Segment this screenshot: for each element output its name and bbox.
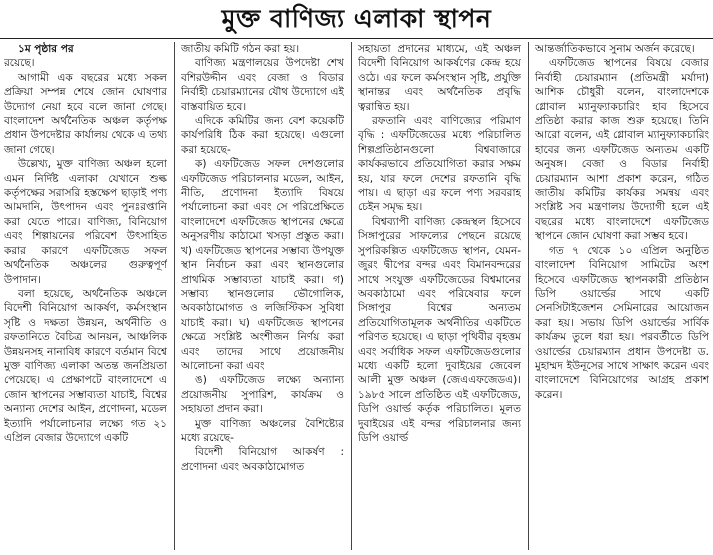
article-paragraph: বলা হয়েছে, অর্থনৈতিক অঞ্চলে বিদেশী বিনিয়োগ আকর্ষণ, কর্মসংস্থান সৃষ্টি ও দক্ষতা উন্নয়ন, অর্থনীতি ও রফতানিতে বৈচিত্র আনয়ন, আঞ্চলিক উন্নয়নসহ নানাবিধ কারণে বর্তমান বিশ্বে মুক্ত বাণিজ্য এলাকা অতন্ত জনপ্রিয়তা পেয়েছে। এ প্রেক্ষাপটে বাংলাদেশে এ জোন স্থাপনের সম্ভাব্যতা যাচাই, বিশ্বের অন্যান্য দেশের আইন, প্রণোদনা, মডেল ইত্যাদি পর্যালোচনার লক্ষ্যে গত ২১ এপ্রিল বেজার উদ্যোগে একটি [4,287,167,444]
article-paragraph: রফতানি এবং বাণিজ্যের পরিমাণ বৃদ্ধি : এফটিজেডের মধ্যে পরিচালিত শিল্পপ্রতিষ্ঠানগুলো বিশ্ববাজারে কার্যকরভাবে প্রতিযোগিতা করার সক্ষম হয়, যার ফলে দেশের রফতানি বৃদ্ধি পায়। এ ছাড়া এর ফলে পণ্য সরবরাহ চেইন সমৃদ্ধ হয়। [358,115,521,214]
column-divider [174,42,175,550]
article-paragraph: বিশ্বব্যাপী বাণিজ্য কেন্দ্রস্থল হিসেবে সিঙ্গাপুরের সাফল্যের পেছনে রয়েছে সুপরিকল্পিত এফটিজেড স্থাপন, যেমন- জুরং দ্বীপের বন্দর এবং বিমানবন্দরের সাথে সংযুক্ত এফটিজেডের বিশ্বমানের অবকাঠামো এবং পরিষেবার ফলে সিঙ্গাপুর বিশ্বের অন্যতম প্রতিযোগিতামূলক অর্থনীতির একটিতে পরিণত হয়েছে। এ ছাড়া পৃথিবীর বৃহত্তম এবং সর্বাধিক সফল এফটিজেডগুলোর মধ্যে একটি হলো দুবাইয়ের জেবেল আলী মুক্ত অঞ্চল (জেএএফজেডএ)। ১৯৮৫ সালে প্রতিষ্ঠিত এই এফটিজেড, ডিপি ওয়ার্ল্ড কর্তৃক পরিচালিত। মূলত দুবাইয়ের এই বন্দর পরিচালনার জন্য ডিপি ওয়ার্ল্ড [358,215,521,444]
article-paragraph: আগামী এক বছরের মধ্যে সকল প্রক্রিয়া সম্পন্ন শেষে জোন ঘোষণার উদ্যোগ নেয়া হবে বলে জানা গেছে। বাংলাদেশ অর্থনৈতিক অঞ্চল কর্তৃপক্ষ প্রধান উপদেষ্টার কার্যালয় থেকে এ তথ্য জানা গেছে। [4,71,167,156]
column-divider [351,42,352,550]
article-column-1 [4,42,167,552]
article-paragraph: বাণিজ্য মন্ত্রণালয়ের উপদেষ্টা শেখ বশিরউদ্দীন এবং বেজা ও বিডার নির্বাহী চেয়ারম্যানের যৌথ উদ্যোগে এই বাস্তবায়িত হবে। [181,57,344,113]
article-column-4 [535,42,709,552]
article-paragraph: ক) এফটিজেড সফল দেশগুলোর এফটিজেড পরিচালনার মডেল, আইন, নীতি, প্রণোদনা ইত্যাদি বিষয়ে পর্যালোচনা করা এবং সে পরিপ্রেক্ষিতে বাংলাদেশে এফটিজেড স্থাপনের ক্ষেত্রে অনুসরণীয় কাঠামো খসড়া প্রস্তুত করা। খ) এফটিজেড স্থাপনের সম্ভাব্য উপযুক্ত স্থান নির্বাচন করা এবং স্থানগুলোর প্রাথমিক সম্ভাব্যতা যাচাই করা। গ) সম্ভাব্য স্থানগুলোর ভৌগোলিক, অবকাঠামোগত ও লজিস্টিকস সুবিধা যাচাই করা। ঘ) এফটিজেড স্থাপনের ক্ষেত্রে সংশ্লিষ্ট অংশীজন নির্ণয় করা এবং তাদের সাথে প্রয়োজনীয় আলোচনা করা এবং [181,158,344,372]
article-paragraph: উল্লেখ্য, মুক্ত বাণিজ্য অঞ্চল হলো এমন নির্দিষ্ট এলাকা যেখানে শুল্ক কর্তৃপক্ষের সরাসরি হস্তক্ষেপ ছাড়াই পণ্য আমদানি, উৎপাদন এবং পুনঃরপ্তানি করা যেতে পারে। বাণিজ্য, বিনিয়োগ এবং শিল্পায়নের পরিবেশ উৎসাহিত করার কারণে এফটিজেড সফল অর্থনৈতিক অঞ্চলের গুরুত্বপূর্ণ উপাদান। [4,158,167,286]
article-column-2 [181,42,344,552]
continued-from-label: ১ম পৃষ্ঠার পর [18,43,74,55]
article-paragraph: রয়েছে। [4,57,35,70]
article-paragraph: ঙ) এফটিজেড লক্ষ্যে অন্যান্য প্রয়োজনীয় সুপারিশ, কার্যক্রম ও সহায়তা প্রদান করা। [181,374,344,416]
article-paragraph: বিদেশী বিনিয়োগ আকর্ষণ : প্রণোদনা এবং অবকাঠামোগত [181,446,344,473]
article-paragraph: এদিকে কমিটির জন্য বেশ কয়েকটি কার্যপরিধি ঠিক করা হয়েছে। এগুলো করা হয়েছে- [181,115,344,156]
article-paragraph: গত ৭ থেকে ১০ এপ্রিল অনুষ্ঠিত বাংলাদেশ বিনিয়োগ সামিটের অংশ হিসেবে এফটিজেড স্থাপনকারী প্রতিষ্ঠান ডিপি ওয়ার্ল্ডের সাথে একটি সেনসিটাইজেশন সেমিনারের আয়োজন করা হয়। সভায় ডিপি ওয়ার্ল্ডের সার্বিক কার্যক্রম তুলে ধরা হয়। পরবর্তীতে ডিপি ওয়ার্ল্ডের চেয়ারম্যান প্রধান উপদেষ্টা ড. মুহাম্মদ ইউনূসের সাথে সাক্ষাৎ করেন এবং বাংলাদেশে বিনিয়োগের আগ্রহ প্রকাশ করেন। [535,244,709,401]
article-paragraph: মুক্ত বাণিজ্য অঞ্চলের বৈশিষ্ট্যের মধ্যে রয়েছে- [181,417,344,444]
article-paragraph: জাতীয় কমিটি গঠন করা হয়। [181,43,300,55]
column-divider [528,42,529,550]
article-paragraph: আন্তর্জাতিকভাবে সুনাম অর্জন করেছে। [535,43,695,55]
article-column-3 [358,42,521,552]
headline-rule [0,38,713,39]
headline: মুক্ত বাণিজ্য এলাকা স্থাপন [221,4,492,33]
article-paragraph: এফটিজেড স্থাপনের বিষয়ে বেজার নির্বাহী চেয়ারম্যান (প্রতিমন্ত্রী মর্যাদা) আশিক চৌধুরী বলেন, বাংলাদেশকে গ্লোবাল ম্যানুফ্যাকচারিং হাব হিসেবে প্রতিষ্ঠা করার কাজ শুরু হয়েছে। তিনি আরো বলেন, এই গ্লোবাল ম্যানুফ্যাকচারিং হাবের জন্য এফটিজেড অন্যতম একটি অনুষঙ্গ। বেজা ও বিডার নির্বাহী চেয়ারম্যান আশা প্রকাশ করেন, গঠিত জাতীয় কমিটির কার্যকর সমন্বয় এবং সংশ্লিষ্ট সব মন্ত্রণালয় উদ্যোগী হলে এই বছরের মধ্যে বাংলাদেশে এফটিজেড স্থাপনে জোন ঘোষণা করা সম্ভব হবে। [535,57,709,243]
article-paragraph: সহায়তা প্রদানের মাধ্যমে, এই অঞ্চল বিদেশী বিনিয়োগ আকর্ষণের কেন্দ্র হয়ে ওঠে। এর ফলে কর্মসংস্থান সৃষ্টি, প্রযুক্তি স্থানান্তর এবং অর্থনৈতিক প্রবৃদ্ধি ত্বরান্বিত হয়। [358,43,521,113]
